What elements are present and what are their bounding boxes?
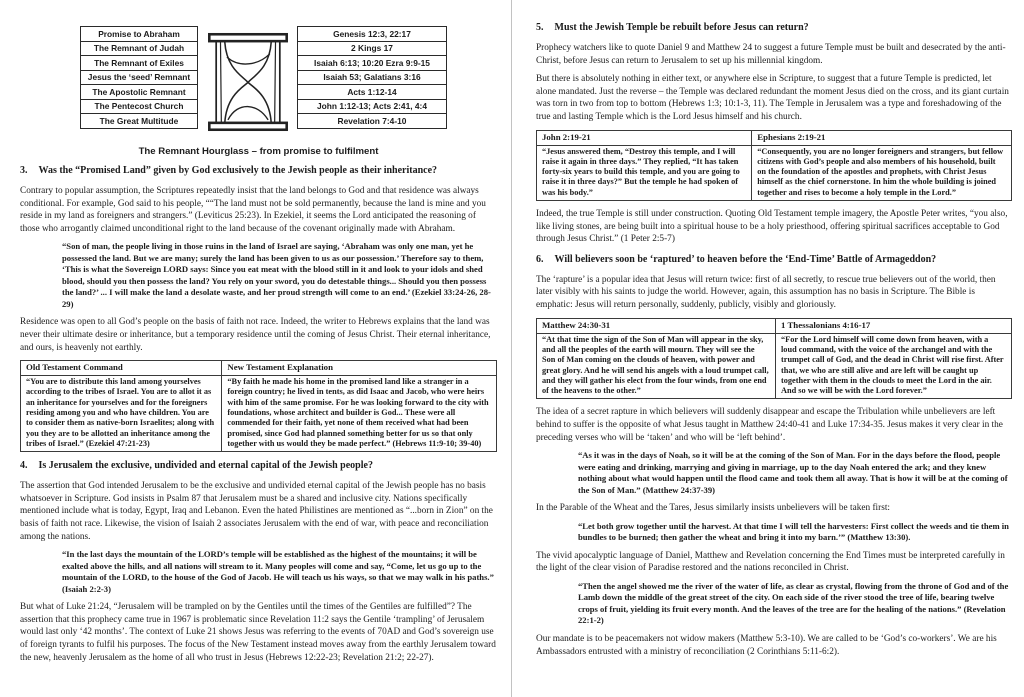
- table-cell: “Consequently, you are no longer foreigners and strangers, but fellow citizens with God’s people and also members of his household, built on the foundation of the apostles and prophets, with Christ Jesus himself as the chief cornerstone. In him the whole building is joined together and rises to become a holy temple in the Lord.”: [752, 145, 1012, 200]
- section-number: 6.: [536, 253, 544, 265]
- stage-table: [80, 26, 198, 129]
- reference-cell: Revelation 7:4-10: [298, 114, 447, 129]
- paragraph: In the Parable of the Wheat and the Tares, Jesus similarly insists unbelievers will be taken first:: [536, 503, 891, 514]
- table-cell: “For the Lord himself will come down from heaven, with a loud command, with the voice of the archangel and with the trumpet call of God, and the dead in Christ will rise first. After that, we who are still alive and are left will be caught up together with them in the clouds to meet the Lord in the air. And so we will be with the Lord forever.”: [776, 333, 1012, 399]
- section-title: Must the Jewish Temple be rebuilt before Jesus can return?: [554, 22, 809, 33]
- reference-cell: John 1:12-13; Acts 2:41, 4:4: [298, 99, 447, 114]
- paragraph: But there is absolutely nothing in either text, or anywhere else in Scripture, to suggest that a future Temple is predicted, let alone mandated. Just the reverse – the Temple was declared redundant the moment Jesus died on the cross, and its giant curtain was torn in two from top to bottom (Hebrews 1:3; 10:1-3, 11). The Temple in Jerusalem was a type and foreshadowing of the true and lasting Temple which is the Lord Jesus himself and his church.: [536, 74, 1009, 122]
- scripture-quote: “In the last days the mountain of the LORD’s temple will be established as the highest of the mountains; it will be exalted above the hills, and all nations will stream to it. Many peoples will come and say, “Come, let us go up to the mountain of the LORD, to the house of the God of Jacob. He will teach us his ways, so that we may walk in his paths.” (Isaiah 2:2-3): [62, 549, 494, 594]
- matthew-thessalonians-table: [536, 318, 1012, 400]
- scripture-quote: “As it was in the days of Noah, so it will be at the coming of the Son of Man. For in the days before the flood, people were eating and drinking, marrying and giving in marriage, up to the day Noah entered the ark; and they knew nothing about what would happen until the flood came and took them all away. That is how it will be at the coming of the Son of Man.” (Matthew 24:37-39): [578, 450, 1008, 495]
- reference-cell: Acts 1:12-14: [298, 85, 447, 100]
- stage-cell: The Apostolic Remnant: [81, 85, 198, 100]
- paragraph: Indeed, the true Temple is still under construction. Quoting Old Testament temple imagery, the Apostle Peter writes, “you also, like living stones, are being built into a spiritual house to be a holy priesthood, offering spiritual sacrifices acceptable to God through Jesus Christ.” (1 Peter 2:5-7): [536, 209, 1008, 245]
- old-new-testament-table: [20, 360, 497, 452]
- reference-cell: 2 Kings 17: [298, 41, 447, 56]
- stage-cell: The Remnant of Judah: [81, 41, 198, 56]
- reference-cell: Genesis 12:3, 22:17: [298, 27, 447, 42]
- scripture-quote: “Son of man, the people living in those ruins in the land of Israel are saying, ‘Abraham was only one man, yet he possessed the land. But we are many; surely the land has been given to us as our possession.’ Therefore say to them, ‘This is what the Sovereign LORD says: Since you eat meat with the blood still in it and look to your idols and shed blood, should you then possess the land? You rely on your sword, you do detestable things... Should you then possess the land?’ ... I will make the land a desolate waste, and her proud strength will come to an end.’ (Ezekiel 33:24-26, 28-29): [62, 241, 491, 309]
- table-cell: “You are to distribute this land among yourselves according to the tribes of Israel. You are to allot it as an inheritance for yourselves and for the foreigners residing among you and who have children. You are to consider them as native-born Israelites; along with you they are to be allotted an inheritance among the tribes of Israel.” (Ezekiel 47:21-23): [21, 376, 222, 452]
- section-3-heading: [20, 165, 497, 176]
- table-cell: “Jesus answered them, “Destroy this temple, and I will raise it again in three days.” They replied, “It has taken forty-six years to build this temple, and you are going to raise it in three days?” But the temple he had spoken of was his body.”: [537, 145, 752, 200]
- table-cell: “At that time the sign of the Son of Man will appear in the sky, and all the peoples of the earth will mourn. They will see the Son of Man coming on the clouds of heaven, with power and great glory. And he will send his angels with a loud trumpet call, and they will gather his elect from the four winds, from one end of the heavens to the other.”: [537, 333, 776, 399]
- stage-cell: Jesus the ‘seed’ Remnant: [81, 70, 198, 85]
- paragraph: The vivid apocalyptic language of Daniel, Matthew and Revelation concerning the End Times must be interpreted carefully in the light of the clear vision of Paradise restored and the nations reconciled in Christ.: [536, 550, 1005, 574]
- section-number: 3.: [20, 165, 28, 176]
- stage-cell: The Pentecost Church: [81, 99, 198, 114]
- section-5-heading: [536, 22, 1012, 33]
- remnant-hourglass-diagram: [80, 26, 447, 138]
- stage-cell: Promise to Abraham: [81, 27, 198, 42]
- paragraph: The idea of a secret rapture in which believers will suddenly disappear and escape the Tribulation while unbelievers are left behind to suffer is the opposite of what Jesus taught in Matthew 24:40-41 and Luke 17:34-35. Jesus makes it very clear in the preceding verses who will be ‘taken’ and who will be ‘left behind’.: [536, 407, 1003, 443]
- paragraph: But what of Luke 21:24, “Jerusalem will be trampled on by the Gentiles until the times of the Gentiles are fulfilled”? The assertion that this prophecy came true in 1967 is problematic since Revelation 11:2 says the Gentile ‘trampling’ of Jerusalem would last only ‘42 months’. The context of Luke 21 shows Jesus was referring to the events of 70AD and God’s sovereign use of foreign tyrants to fulfil his purposes. The focus of the New Testament instead moves away from the earthly Jerusalem toward the new, heavenly Jerusalem as the home of all who trust in Jesus (Hebrews 12:22-23; Revelation 21:2; 22-27).: [20, 602, 496, 663]
- john-ephesians-table: [536, 130, 1012, 201]
- paragraph: Our mandate is to be peacemakers not widow makers (Matthew 5:3-10). We are called to be ‘God’s co-workers’. We are his Ambassadors entrusted with a ministry of reconciliation (2 Corinthians 5:11-6:2).: [536, 633, 997, 657]
- section-title: Will believers soon be ‘raptured’ to heaven before the ‘End-Time’ Battle of Armageddon?: [554, 253, 937, 265]
- table-header-cell: John 2:19-21: [537, 130, 752, 145]
- table-cell: “By faith he made his home in the promised land like a stranger in a foreign country; he lived in tents, as did Isaac and Jacob, who were heirs with him of the same promise. For he was looking forward to the city with foundations, whose architect and builder is God... These were all commended for their faith, yet none of them received what had been promised, since God had planned something better for us so that only together with us would they be made perfect.” (Hebrews 11:9-10; 39-40): [222, 376, 497, 452]
- page-right: [512, 0, 1024, 697]
- section-number: 4.: [20, 460, 28, 472]
- section-title: Was the “Promised Land” given by God exclusively to the Jewish people as their inheritance?: [38, 165, 438, 176]
- table-header-cell: Old Testament Command: [21, 361, 222, 376]
- section-number: 5.: [536, 22, 544, 33]
- section-6-heading: [536, 254, 1012, 265]
- table-header-cell: Ephesians 2:19-21: [752, 130, 1012, 145]
- paragraph: The assertion that God intended Jerusalem to be the exclusive and undivided eternal capital of the Jewish people has no basis whatsoever in Scripture. God insists in Psalm 87 that Jerusalem must be a shared and inclusive city. Nations specifically mentioned include what is today, Egypt, Iraq and Lebanon. Even the hated Philistines are mentioned as “...born in Zion” on the basis of faith not race. Likewise, the vision of Isaiah 2 associates Jerusalem with the end of war, with peace and reconciliation among the nations.: [20, 481, 493, 542]
- hourglass-icon: [205, 26, 291, 138]
- table-header-cell: Matthew 24:30-31: [537, 318, 776, 333]
- paragraph: The ‘rapture’ is a popular idea that Jesus will return twice: first of all secretly, to rescue true believers out of the world, then later visibly with his saints to judge the world. However, again, this assumption has no basis in Scripture. The Bible is emphatic: Jesus will return personally, suddenly, publicly, visibly and gloriously.: [536, 274, 996, 311]
- table-header-cell: New Testament Explanation: [222, 361, 497, 376]
- paragraph: Contrary to popular assumption, the Scriptures repeatedly insist that the land belongs to God and that residence was always conditional. For example, God said to his people, ““The land must not be sold permanently, because the land is mine and you reside in my land as foreigners and strangers.” (Leviticus 25:23). In Ezekiel, it seems the Lord anticipated the reasoning of those who arrogantly claimed unconditional right to the land because of the covenant originally made with Abraham.: [20, 186, 486, 234]
- reference-cell: Isaiah 53; Galatians 3:16: [298, 70, 447, 85]
- paragraph: Residence was open to all God’s people on the basis of faith not race. Indeed, the writer to Hebrews explains that the land was never their ultimate desire or inheritance, but a temporary residence until the coming of Jesus Christ. Their eternal inheritance, and ours, is heavenly not earthly.: [20, 317, 491, 353]
- reference-table: [297, 26, 447, 129]
- scripture-quote: “Then the angel showed me the river of the water of life, as clear as crystal, flowing from the throne of God and of the Lamb down the middle of the great street of the city. On each side of the river stood the tree of life, bearing twelve crops of fruit, yielding its fruit every month. And the leaves of the tree are for the healing of the nations.” (Revelation 22:1-2): [578, 580, 1009, 626]
- reference-cell: Isaiah 6:13; 10:20 Ezra 9:9-15: [298, 56, 447, 71]
- section-title: Is Jerusalem the exclusive, undivided and eternal capital of the Jewish people?: [38, 460, 373, 472]
- paragraph: Prophecy watchers like to quote Daniel 9 and Matthew 24 to suggest a future Temple must be built and desecrated by the anti-Christ, before Jesus can return to Jerusalem to set up his millennial kingdom.: [536, 43, 1006, 66]
- stage-cell: The Great Multitude: [81, 114, 198, 129]
- stage-cell: The Remnant of Exiles: [81, 56, 198, 71]
- diagram-caption: The Remnant Hourglass – from promise to fulfilment: [138, 146, 379, 157]
- table-header-cell: 1 Thessalonians 4:16-17: [776, 318, 1012, 333]
- section-4-heading: [20, 460, 497, 471]
- scripture-quote: “Let both grow together until the harvest. At that time I will tell the harvesters: First collect the weeds and tie them in bundles to be burned; then gather the wheat and bring it into my barn.’” (Matthew 13:30).: [578, 520, 1009, 543]
